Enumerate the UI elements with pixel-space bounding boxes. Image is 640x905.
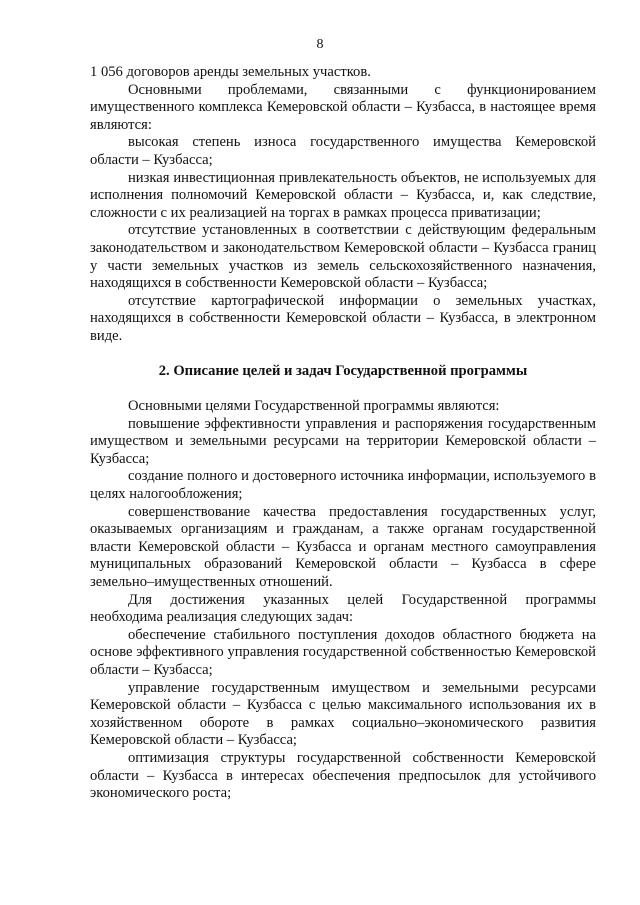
list-item: совершенствование качества предоставления государственных услуг, оказываемых организациям и гражданам, а также органам государственной власти Кемеровской области – Кузбасса и органам местного самоуправления муниципальных образований Кемеровской области – Кузбасса в сфере земельно–имущественных отношений. [90, 503, 596, 591]
list-item: оптимизация структуры государственной собственности Кемеровской области – Кузбасса в интересах обеспечения предпосылок для устойчивого экономического роста; [90, 749, 596, 802]
list-item: отсутствие установленных в соответствии с действующим федеральным законодательством и законодательством Кемеровской области – Кузбасса границ у части земельных участков из земель сельскохозяйственного назначения, находящихся в собственности Кемеровской области – Кузбасса; [90, 222, 596, 292]
paragraph: Основными проблемами, связанными с функционированием имущественного комплекса Кемеровской области – Кузбасса, в настоящее время являются: [90, 81, 596, 133]
list-item: отсутствие картографической информации о земельных участках, находящихся в собственности Кемеровской области – Кузбасса, в электронном виде. [90, 292, 596, 344]
list-item: создание полного и достоверного источника информации, используемого в целях налогообложения; [90, 468, 596, 503]
paragraph: 1 056 договоров аренды земельных участков. [90, 64, 371, 80]
list-item: низкая инвестиционная привлекательность объектов, не используемых для исполнения полномочий Кемеровской области – Кузбасса, и, как следствие, сложности с их реализацией на торгах в рамках процесса приватизации; [90, 169, 596, 221]
document-body [90, 64, 596, 803]
page-number: 8 [316, 37, 324, 52]
section-heading: 2. Описание целей и задач Государственной программы [158, 362, 528, 379]
list-item: повышение эффективности управления и распоряжения государственным имуществом и земельными ресурсами на территории Кемеровской области – Кузбасса; [90, 415, 596, 467]
list-item: высокая степень износа государственного имущества Кемеровской области – Кузбасса; [90, 134, 596, 168]
list-item: обеспечение стабильного поступления доходов областного бюджета на основе эффективного управления государственной собственностью Кемеровской области – Кузбасса; [90, 626, 596, 678]
list-item: управление государственным имуществом и земельными ресурсами Кемеровской области – Кузбасса с целью максимального использования их в хозяйственном обороте в рамках социально–экономического развития Кемеровской области – Кузбасса; [90, 679, 596, 749]
paragraph: Для достижения указанных целей Государственной программы необходима реализация следующих задач: [90, 591, 596, 626]
paragraph: Основными целями Государственной программы являются: [128, 398, 500, 415]
